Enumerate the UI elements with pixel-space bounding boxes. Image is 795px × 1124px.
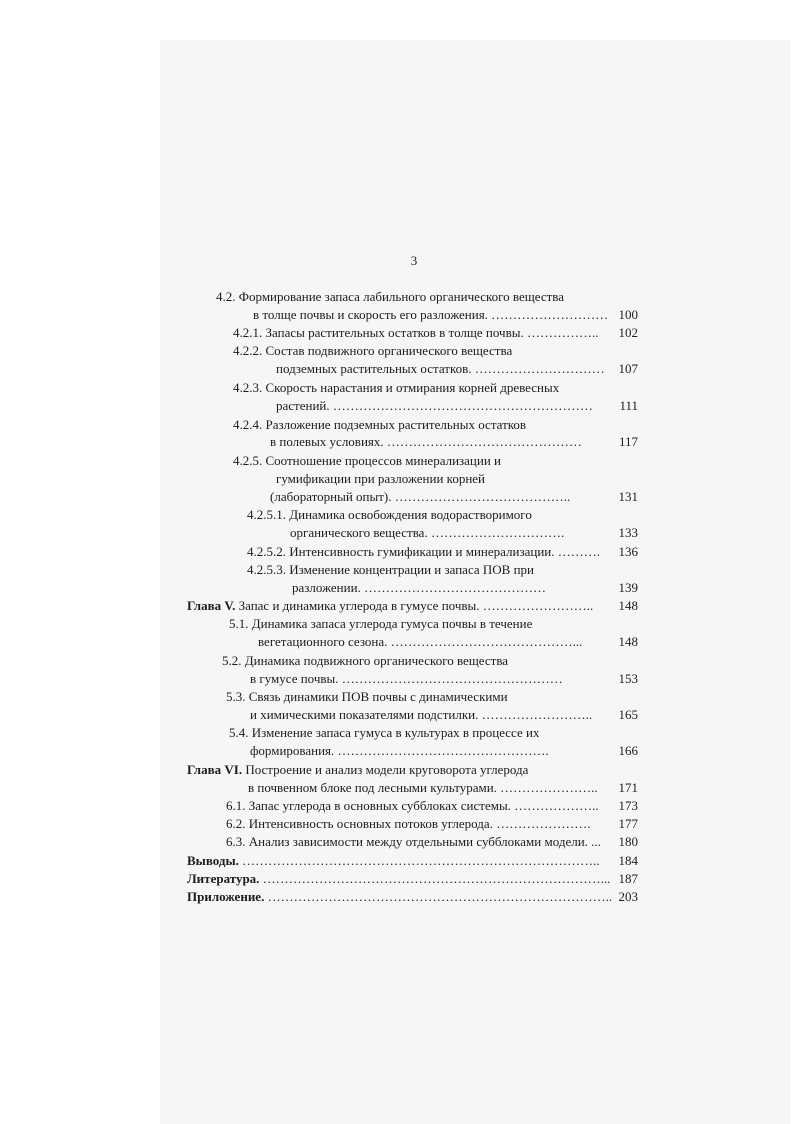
- toc-entry-chapter-6-line2: в почвенном блоке под лесными культурами. …………………..: [248, 780, 598, 795]
- toc-entry-appendix: [187, 888, 612, 906]
- conclusions-leader: ………………………………………………………………………..: [238, 853, 600, 868]
- toc-entry-4-2-5-3-line2: разложении. ……………………………………: [292, 580, 547, 595]
- toc-entry-5-1-line2: вегетационного сезона. ……………………………………...: [258, 634, 583, 649]
- toc-page-6-2: 177: [618, 816, 638, 831]
- toc-page-5-3: 165: [618, 707, 638, 722]
- chapter-6-title: Построение и анализ модели круговорота углерода: [242, 762, 529, 777]
- toc-entry-5-2-line2: в гумусе почвы. ……………………………………………: [250, 671, 563, 686]
- toc-entry-4-2-line2: в толще почвы и скорость его разложения. ………………………: [253, 307, 609, 322]
- toc-page-conclusions: 184: [618, 853, 638, 868]
- appendix-label: Приложение.: [187, 889, 265, 904]
- toc-entry-4-2-5-3-line1: 4.2.5.3. Изменение концентрации и запаса ПОВ при: [247, 562, 535, 577]
- toc-entry-5-3-line2: и химическими показателями подстилки. ……………………..: [250, 707, 593, 722]
- toc-page-4-2-5-1: 133: [618, 525, 638, 540]
- toc-entry-6-2: 6.2. Интенсивность основных потоков углерода. ………………….: [226, 816, 591, 831]
- page-number: 3: [410, 253, 418, 268]
- toc-entry-4-2-4-line1: 4.2.4. Разложение подземных растительных остатков: [233, 417, 527, 432]
- toc-page-5-4: 166: [618, 743, 638, 758]
- toc-page-6-1: 173: [618, 798, 638, 813]
- toc-entry-4-2-5-line2: гумификации при разложении корней: [276, 471, 486, 486]
- toc-page-chapter-5: 148: [618, 598, 638, 613]
- conclusions-label: Выводы.: [187, 853, 239, 868]
- toc-page-6-3: 180: [618, 834, 638, 849]
- toc-entry-4-2-4-line2: в полевых условиях. ………………………………………: [270, 434, 582, 449]
- toc-entry-4-2-2-line1: 4.2.2. Состав подвижного органического вещества: [233, 343, 513, 358]
- toc-entry-4-2-5-1-line2: органического вещества. ………………………….: [290, 525, 565, 540]
- references-label: Литература.: [187, 871, 260, 886]
- toc-entry-5-2-line1: 5.2. Динамика подвижного органического вещества: [222, 653, 509, 668]
- toc-entry-conclusions: [187, 852, 600, 870]
- toc-entry-6-1: 6.1. Запас углерода в основных субблоках системы. ………………..: [226, 798, 599, 813]
- toc-page-4-2-4: 117: [618, 434, 638, 449]
- toc-entry-4-2-5-1-line1: 4.2.5.1. Динамика освобождения водорастворимого: [247, 507, 532, 522]
- appendix-leader: ……………………………………………………………………..: [264, 889, 613, 904]
- toc-entry-4-2-1: 4.2.1. Запасы растительных остатков в толще почвы. ……………..: [233, 325, 599, 340]
- toc-page-4-2-5-3: 139: [618, 580, 638, 595]
- toc-entry-6-3: 6.3. Анализ зависимости между отдельными субблоками модели. ...: [226, 834, 601, 849]
- toc-entry-4-2-5-2: 4.2.5.2. Интенсивность гумификации и минерализации. ……….: [247, 544, 600, 559]
- toc-page-4-2: 100: [618, 307, 638, 322]
- toc-entry-4-2-5-line1: 4.2.5. Соотношение процессов минерализации и: [233, 453, 502, 468]
- toc-entry-5-4-line1: 5.4. Изменение запаса гумуса в культурах в процессе их: [229, 725, 540, 740]
- toc-page-4-2-5: 131: [618, 489, 638, 504]
- toc-entry-references: [187, 870, 610, 888]
- toc-entry-4-2-3-line1: 4.2.3. Скорость нарастания и отмирания корней древесных: [233, 380, 560, 395]
- toc-entry-4-2-2-line2: подземных растительных остатков. …………………………: [276, 361, 605, 376]
- toc-page-5-2: 153: [618, 671, 638, 686]
- toc-page-5-1: 148: [618, 634, 638, 649]
- toc-page-chapter-6: 171: [618, 780, 638, 795]
- toc-entry-5-4-line2: формирования. ………………………………………….: [250, 743, 549, 758]
- toc-page-4-2-2: 107: [618, 361, 638, 376]
- toc-entry-chapter-6-line1: [187, 761, 528, 779]
- toc-entry-4-2-line1: 4.2. Формирование запаса лабильного органического вещества: [216, 289, 565, 304]
- toc-entry-4-2-5-line3: (лабораторный опыт). …………………………………..: [270, 489, 571, 504]
- toc-page-4-2-5-2: 136: [618, 544, 638, 559]
- toc-entry-chapter-5: [187, 597, 593, 615]
- toc-entry-5-3-line1: 5.3. Связь динамики ПОВ почвы с динамическими: [226, 689, 508, 704]
- toc-page-4-2-3: 111: [619, 398, 638, 413]
- toc-page-appendix: 203: [618, 889, 638, 904]
- toc-entry-5-1-line1: 5.1. Динамика запаса углерода гумуса почвы в течение: [229, 616, 533, 631]
- toc-entry-4-2-3-line2: растений. ……………………………………………………: [276, 398, 593, 413]
- toc-page-4-2-1: 102: [618, 325, 638, 340]
- references-leader: ……………………………………………………………………...: [259, 871, 611, 886]
- chapter-6-label: Глава VI.: [187, 762, 243, 777]
- toc-page-references: 187: [618, 871, 638, 886]
- chapter-5-label: Глава V.: [187, 598, 236, 613]
- chapter-5-title: Запас и динамика углерода в гумусе почвы. ……………………..: [235, 598, 594, 613]
